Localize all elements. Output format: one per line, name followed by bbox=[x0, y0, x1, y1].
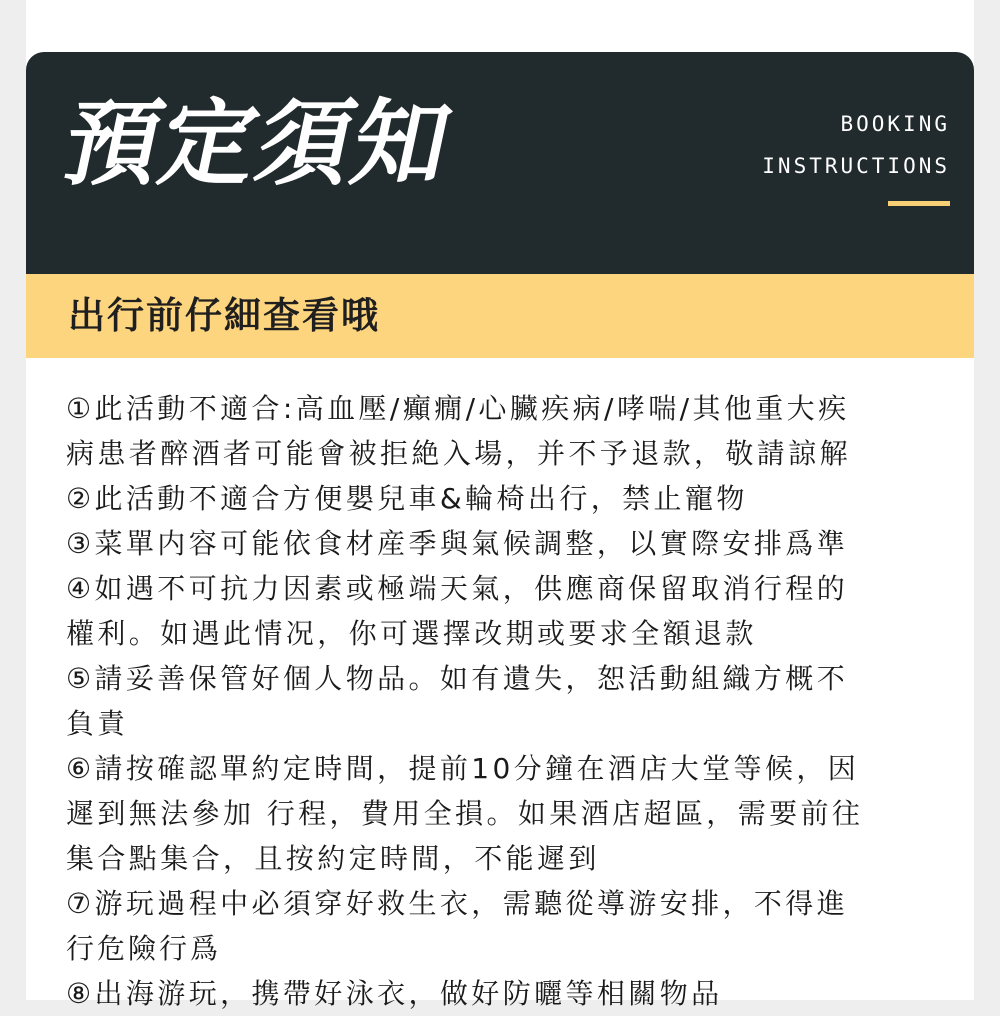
accent-underline bbox=[888, 201, 950, 206]
english-title-line-2: INSTRUCTIONS bbox=[762, 154, 950, 178]
subtitle-banner bbox=[26, 274, 974, 358]
subtitle-text: 出行前仔細查看哦 bbox=[68, 294, 380, 337]
instruction-line: ①此活動不適合:高血壓/癲癇/心臟疾病/哮喘/其他重大疾 bbox=[66, 392, 850, 425]
page-title: 預定須知 bbox=[54, 90, 462, 199]
instruction-line: ④如遇不可抗力因素或極端天氣，供應商保留取消行程的 bbox=[66, 572, 849, 605]
instruction-line: ⑤請妥善保管好個人物品。如有遺失，恕活動組織方概不 bbox=[66, 662, 849, 695]
header-banner bbox=[26, 52, 974, 274]
instruction-line: ⑦游玩過程中必須穿好救生衣，需聽從導游安排，不得進 bbox=[66, 887, 849, 920]
instruction-line: 集合點集合，且按約定時間，不能遲到 bbox=[66, 842, 600, 875]
instruction-line: ②此活動不適合方便嬰兒車&輪椅出行，禁止寵物 bbox=[66, 482, 748, 515]
instruction-line: 行危險行爲 bbox=[66, 932, 222, 965]
instruction-line: ⑥請按確認單約定時間，提前10分鐘在酒店大堂等候，因 bbox=[66, 752, 860, 785]
instruction-line: ⑧出海游玩，携帶好泳衣，做好防曬等相關物品 bbox=[66, 977, 723, 1010]
instruction-line: 病患者醉酒者可能會被拒絶入場，并不予退款，敬請諒解 bbox=[66, 437, 852, 470]
instruction-line: 權利。如遇此情况，你可選擇改期或要求全額退款 bbox=[66, 617, 757, 650]
instruction-line: 負責 bbox=[66, 707, 129, 740]
instruction-line: ③菜單内容可能依食材産季與氣候調整，以實際安排爲準 bbox=[66, 527, 849, 560]
instructions-list bbox=[66, 386, 944, 1016]
instruction-line: 遲到無法參加 行程，費用全損。如果酒店超區，需要前往 bbox=[66, 797, 864, 830]
english-title-line-1: BOOKING bbox=[840, 112, 950, 136]
